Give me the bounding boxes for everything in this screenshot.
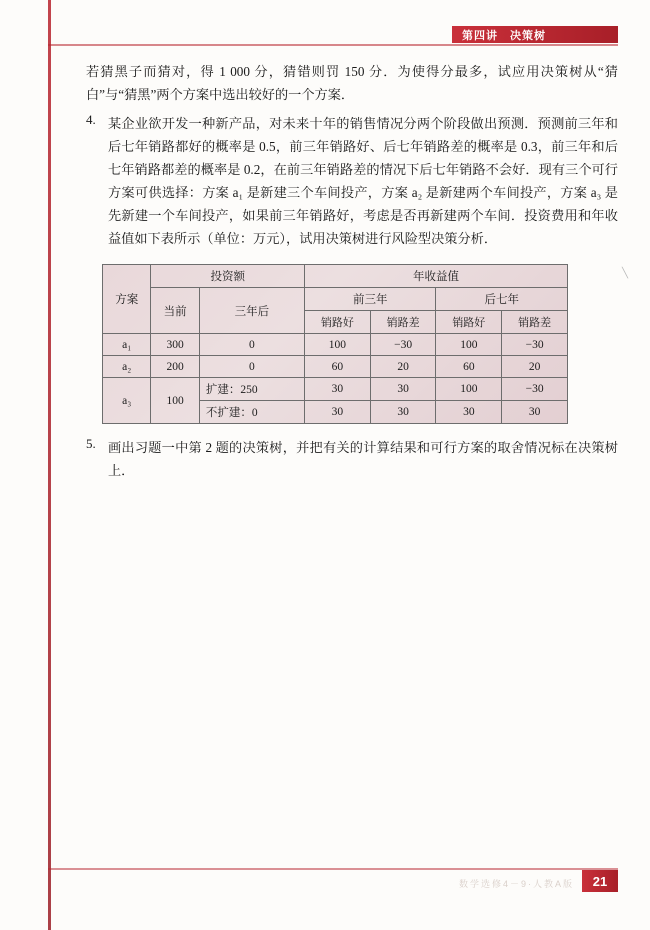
a2-first-bad: 20: [370, 356, 436, 378]
table-row: [103, 356, 568, 378]
a3-first-bad-no: 30: [370, 401, 436, 424]
table-header-first-bad: 销路差: [370, 311, 436, 334]
exercise-text-5: 画出习题一中第 2 题的决策树，并把有关的计算结果和可行方案的取舍情况标在决策树上．: [108, 440, 618, 478]
a3-last-good-no: 30: [436, 401, 502, 424]
table-header-last-bad: 销路差: [502, 311, 568, 334]
a3-last-bad-no: 30: [502, 401, 568, 424]
footer-rule: [48, 868, 618, 870]
table-header-scheme: 方案: [103, 265, 151, 334]
page-number: 21: [582, 870, 618, 892]
investment-return-table: [102, 264, 568, 424]
a1-first-good: 100: [304, 334, 370, 356]
a3-first-good-expand: 30: [304, 378, 370, 401]
table-header-row-2: [103, 288, 568, 311]
table-header-last-seven: 后七年: [436, 288, 568, 311]
a2-after-three: 0: [199, 356, 304, 378]
a1-first-bad: −30: [370, 334, 436, 356]
a3-after-three-no-expand: 不扩建：0: [199, 401, 304, 424]
table-header-first-good: 销路好: [304, 311, 370, 334]
exercise-item-5: [86, 436, 618, 482]
table-header-current: 当前: [151, 288, 199, 334]
a3-after-three-expand: 扩建：250: [199, 378, 304, 401]
a1-last-good: 100: [436, 334, 502, 356]
left-binding-stripe: [48, 0, 51, 930]
page-content: [86, 60, 618, 486]
row-scheme-a2: a₂: [103, 356, 151, 378]
chapter-header-label: 第四讲 决策树: [462, 30, 546, 42]
table-header-after-three: 三年后: [199, 288, 304, 334]
a1-after-three: 0: [199, 334, 304, 356]
a2-current: 200: [151, 356, 199, 378]
a3-last-bad-expand: −30: [502, 378, 568, 401]
table-row: [103, 334, 568, 356]
data-table-wrapper: [102, 264, 568, 424]
row-scheme-a3: a₃: [103, 378, 151, 424]
header-rule: [48, 44, 618, 46]
chapter-header-bar: [452, 26, 618, 43]
page-edge-mark: ╲: [621, 268, 628, 279]
row-scheme-a1: a₁: [103, 334, 151, 356]
table-header-investment: 投资额: [151, 265, 305, 288]
table-header-annual-return: 年收益值: [304, 265, 567, 288]
a2-first-good: 60: [304, 356, 370, 378]
table-header-last-good: 销路好: [436, 311, 502, 334]
a1-current: 300: [151, 334, 199, 356]
a1-last-bad: −30: [502, 334, 568, 356]
table-header-first-three: 前三年: [304, 288, 435, 311]
table-row: [103, 378, 568, 401]
a2-last-good: 60: [436, 356, 502, 378]
exercise-item-4: [86, 112, 618, 250]
paragraph-top: 若猜黑子而猜对，得 1 000 分，猜错则罚 150 分．为使得分最多，试应用决策树从“猜白”与“猜黑”两个方案中选出较好的一个方案．: [86, 64, 618, 102]
a2-last-bad: 20: [502, 356, 568, 378]
exercise-number-5: 5.: [86, 436, 96, 451]
a3-current: 100: [151, 378, 199, 424]
exercise-text-4: 某企业欲开发一种新产品，对未来十年的销售情况分两个阶段做出预测．预测前三年和后七年销路都好的概率是 0.5，前三年销路好、后七年销路差的概率是 0.3，前三年和后七年销路都差的概率是 0.2，在前三年销路差的情况下后七年销路不会好．现有三个可行方案可供选择：方案 a₁ 是新建三个车间投产，方案 a₂ 是新建两个车间投产，方案 a₃ 是先新建一个车间投产，如果前三年销路好，考虑是否再新建两个车间．投资费用和年收益值如下表所示（单位：万元），试用决策树进行风险型决策分析．: [108, 116, 618, 246]
a3-last-good-expand: 100: [436, 378, 502, 401]
a3-first-good-no: 30: [304, 401, 370, 424]
exercise-number-4: 4.: [86, 112, 96, 127]
footer-watermark: 数学选修4－9·人教A版: [458, 879, 574, 889]
table-header-row-1: [103, 265, 568, 288]
a3-first-bad-expand: 30: [370, 378, 436, 401]
